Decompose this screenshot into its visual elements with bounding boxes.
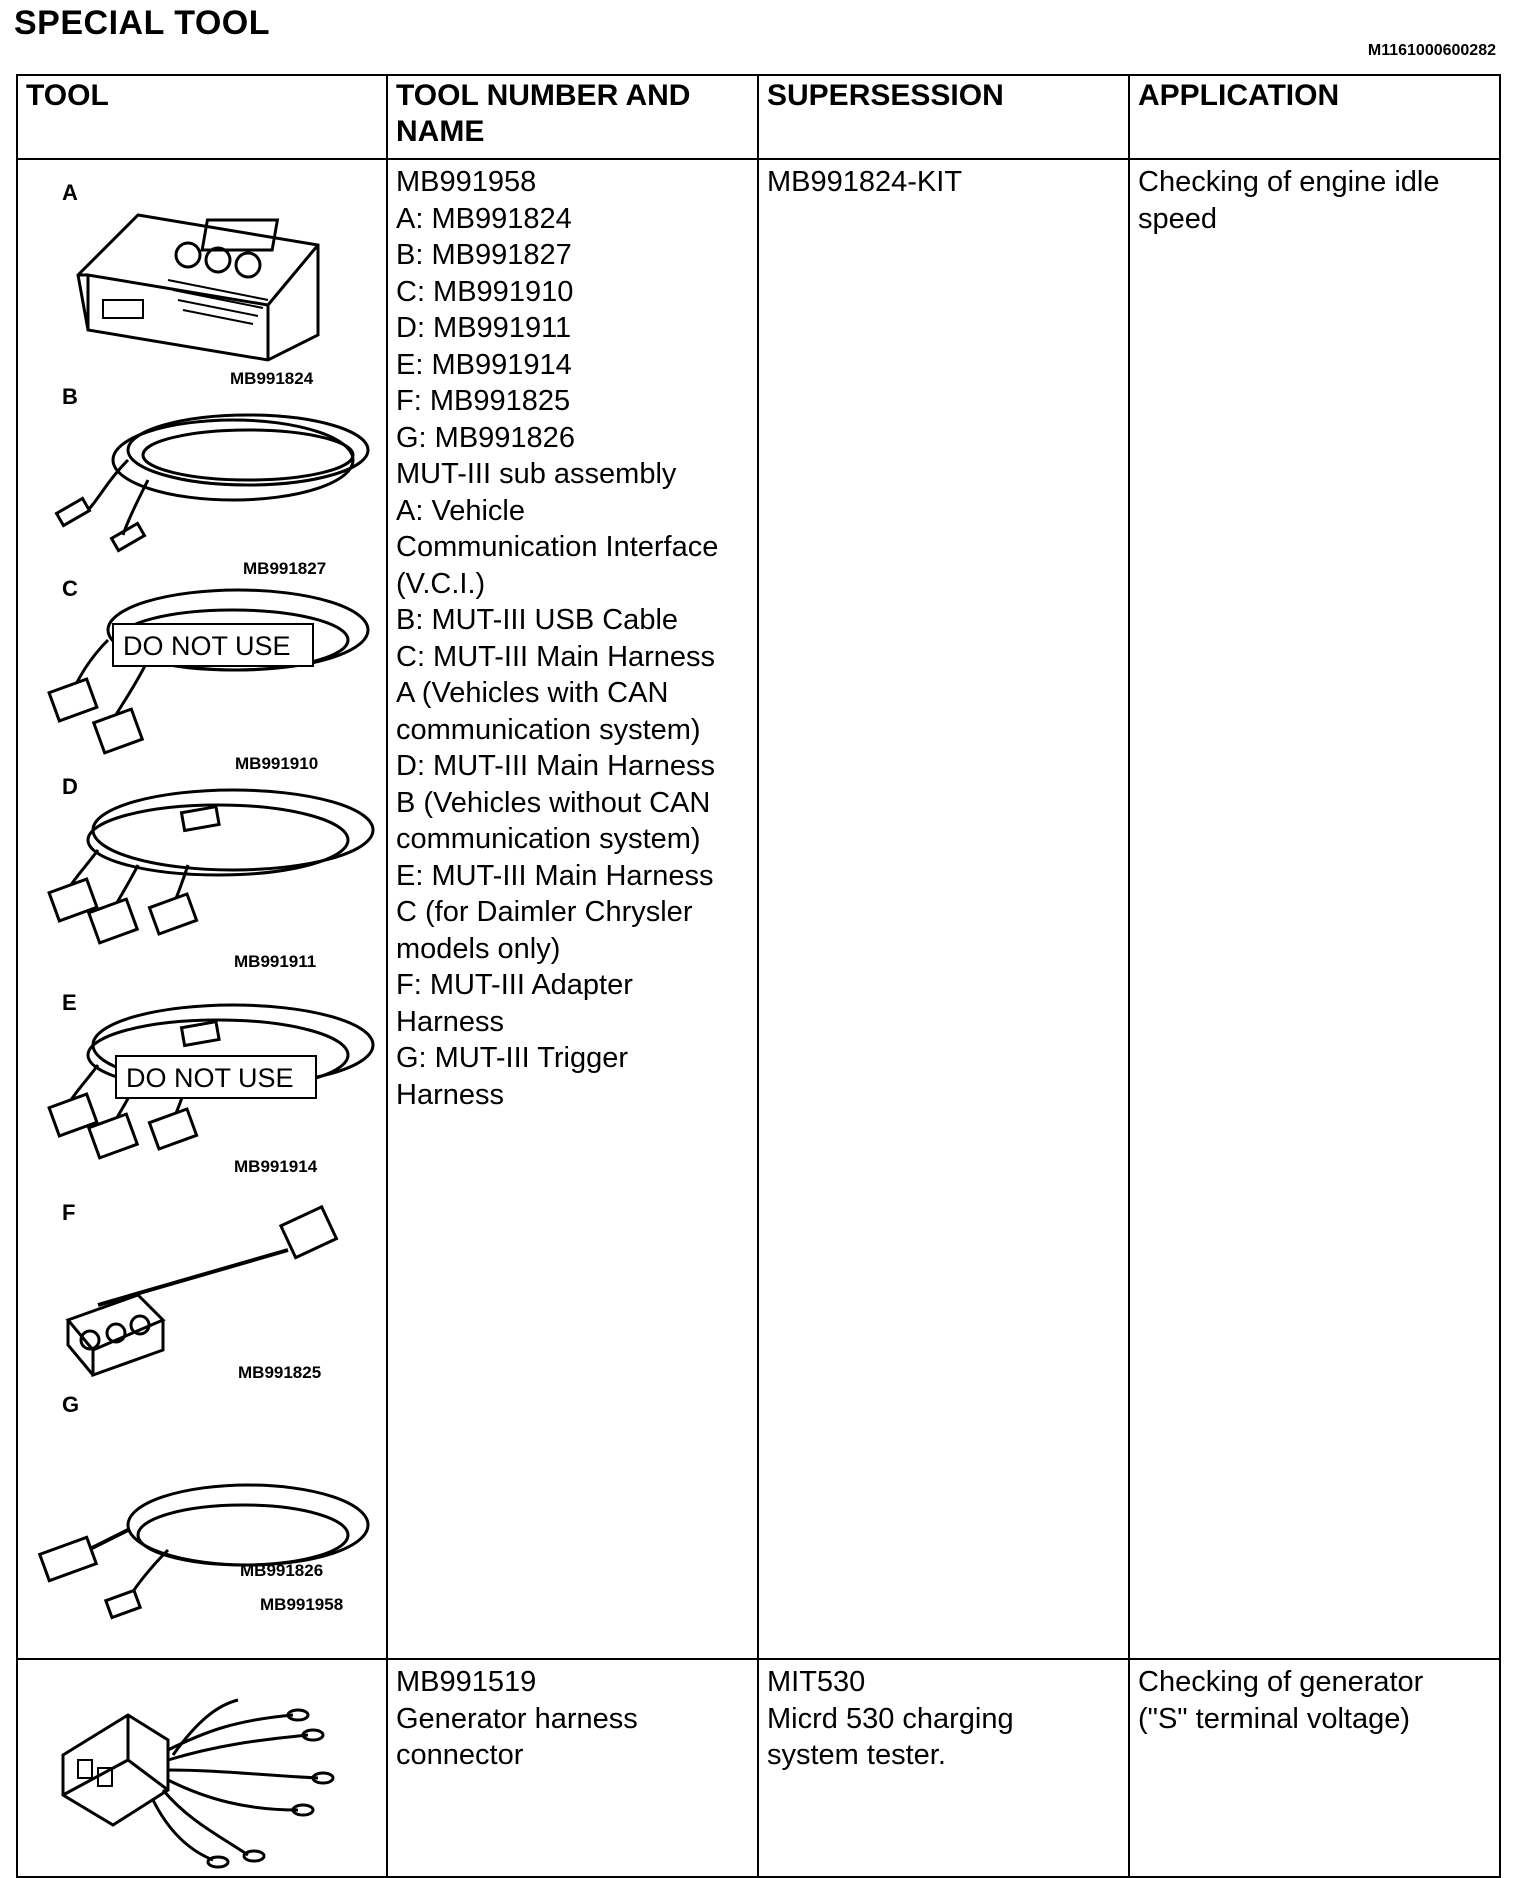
supersession-text: MB991824-KIT (767, 166, 963, 198)
column-header-supersession: SUPERSESSION (758, 75, 1129, 159)
tool-number-name-text: MB991519 Generator harness connector (396, 1666, 638, 1771)
application-cell (1129, 159, 1500, 1659)
table-header-row (17, 75, 1500, 159)
do-not-use-warning (116, 1056, 316, 1098)
figure-letter-d: D (62, 774, 78, 799)
figure-letter-b: B (62, 384, 78, 409)
tool-illustration-cell (17, 159, 387, 1659)
kit-number-label: MB991958 (260, 1595, 344, 1614)
application-cell (1129, 1659, 1500, 1877)
main-harness-b-icon (49, 790, 373, 943)
part-label: MB991827 (243, 559, 327, 578)
part-label: MB991825 (238, 1363, 322, 1382)
column-header-application: APPLICATION (1129, 75, 1500, 159)
page-title: SPECIAL TOOL (14, 4, 271, 42)
part-label: MB991914 (234, 1157, 318, 1176)
part-label: MB991826 (240, 1561, 324, 1580)
supersession-cell (758, 159, 1129, 1659)
application-text: Checking of engine idle speed (1138, 166, 1440, 235)
warning-text: DO NOT USE (126, 1063, 294, 1093)
special-tool-table (16, 74, 1501, 1878)
main-harness-a-icon (49, 590, 368, 753)
figure-letter-a: A (62, 180, 78, 205)
document-id: M1161000600282 (1367, 42, 1496, 59)
generator-harness-connector-illustration (18, 1660, 388, 1874)
figure-letter-e: E (62, 990, 77, 1015)
table-row (17, 1659, 1500, 1877)
tool-illustration-cell (17, 1659, 387, 1877)
figure-letter-f: F (62, 1200, 76, 1225)
part-label: MB991824 (230, 369, 314, 388)
column-header-tool: TOOL (17, 75, 387, 159)
tool-number-name-cell (387, 159, 758, 1659)
figure-letter-c: C (62, 576, 78, 601)
supersession-cell (758, 1659, 1129, 1877)
application-text: Checking of generator ("S" terminal voltage) (1138, 1666, 1424, 1735)
supersession-text: MIT530 Micrd 530 charging system tester. (767, 1666, 1014, 1771)
do-not-use-warning (113, 624, 313, 666)
adapter-harness-icon (68, 1207, 336, 1375)
tool-number-name-cell (387, 1659, 758, 1877)
warning-text: DO NOT USE (123, 631, 291, 661)
table-row (17, 159, 1500, 1659)
vci-unit-icon (78, 215, 318, 360)
column-header-tool-number-name: TOOL NUMBER AND NAME (387, 75, 758, 159)
figure-letter-g: G (62, 1392, 80, 1417)
tool-number-name-text: MB991958 A: MB991824 B: MB991827 C: MB991910 D: MB991911 E: MB991914 F: MB991825 G: MB991826 MUT-III sub assembly A: Vehicle Communication Interface (V.C.I.) B: MUT-III USB Cable C: MUT-III Main Harness A (Vehicles with CAN communication system) D: MUT-III Main Harness B (Vehicles without CAN communication system) E: MUT-III Main Harness C (for Daimler Chrysler models only) F: MUT-III Adapter Harness G: MUT-III Trigger Harness (396, 166, 719, 1111)
mut-iii-kit-illustration (18, 160, 388, 1656)
part-label: MB991910 (235, 754, 319, 773)
usb-cable-icon (57, 415, 368, 551)
part-label: MB991911 (234, 952, 317, 971)
